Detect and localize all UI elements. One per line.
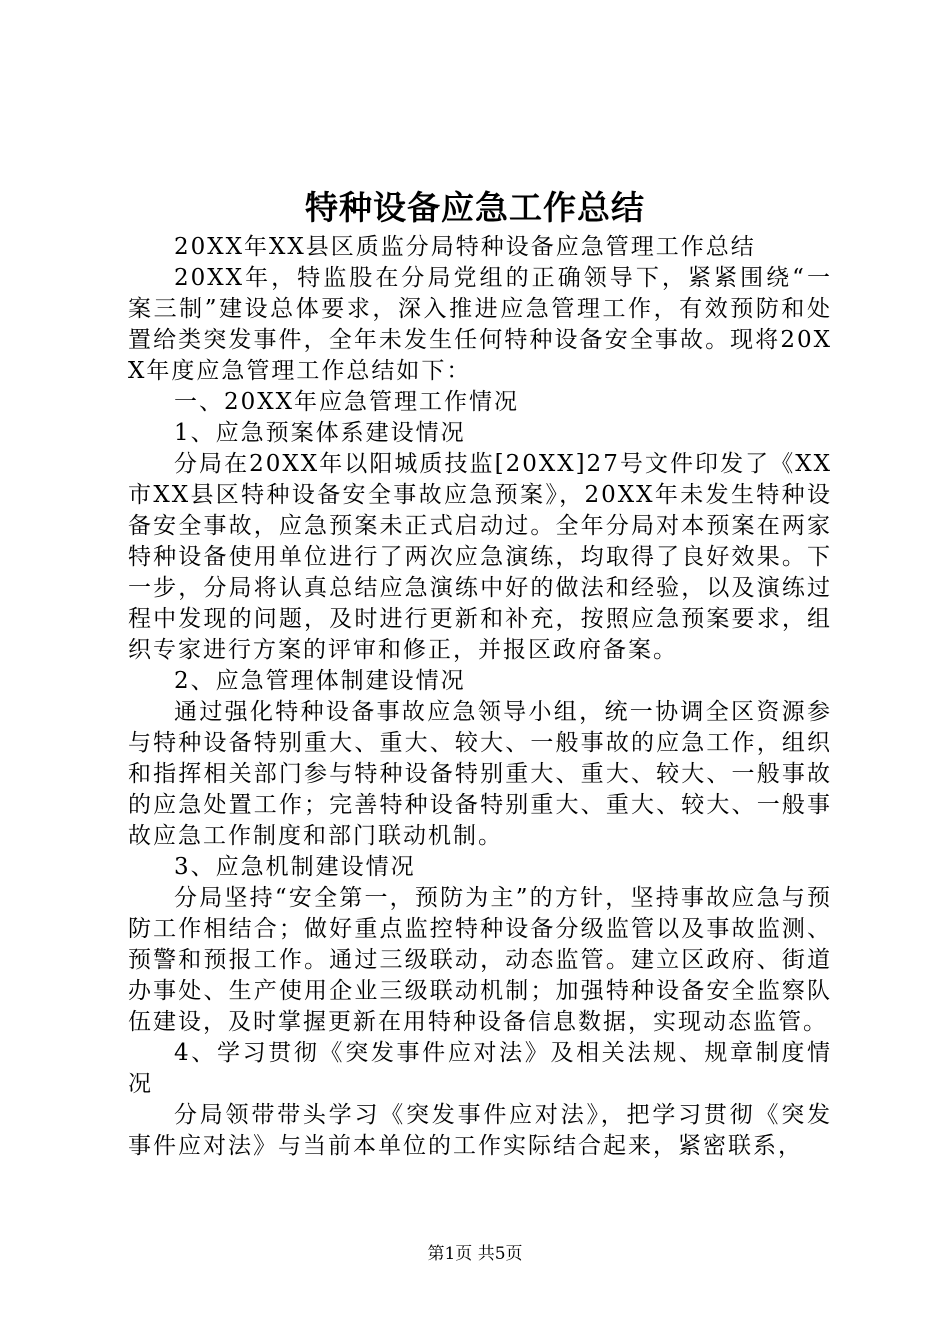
- subsection-heading: 2、应急管理体制建设情况: [174, 668, 466, 694]
- paragraph: 20XX年，特监股在分局党组的正确领导下，紧紧围绕“一案三制”建设总体要求，深入推进应急管理工作，有效预防和处置给类突发事件，全年未发生任何特种设备安全事故。现将20XX年度应急管理工作总结如下：: [128, 265, 832, 384]
- section-heading: 一、20XX年应急管理工作情况: [174, 389, 520, 415]
- page-number-footer: 第1页 共5页: [427, 1244, 523, 1264]
- paragraph: 分局坚持“安全第一，预防为主”的方针，坚持事故应急与预防工作相结合；做好重点监控特种设备分级监管以及事故监测、预警和预报工作。通过三级联动，动态监管。建立区政府、街道办事处、生产使用企业三级联动机制；加强特种设备安全监察队伍建设，及时掌握更新在用特种设备信息数据，实现动态监管。: [128, 885, 832, 1035]
- subsection-heading: 4、学习贯彻《突发事件应对法》及相关法规、规章制度情况: [128, 1040, 832, 1097]
- document-body: [128, 232, 832, 1162]
- paragraph: 分局在20XX年以阳城质技监[20XX]27号文件印发了《XX市XX县区特种设备安全事故应急预案》，20XX年未发生特种设备安全事故，应急预案未正式启动过。全年分局对本预案在两家特种设备使用单位进行了两次应急演练，均取得了良好效果。下一步，分局将认真总结应急演练中好的做法和经验，以及演练过程中发现的问题，及时进行更新和补充，按照应急预案要求，组织专家进行方案的评审和修正，并报区政府备案。: [128, 451, 832, 663]
- paragraph: 分局领带带头学习《突发事件应对法》，把学习贯彻《突发事件应对法》与当前本单位的工作实际结合起来，紧密联系，: [128, 1102, 832, 1159]
- paragraph: 20XX年XX县区质监分局特种设备应急管理工作总结: [174, 234, 756, 260]
- subsection-heading: 1、应急预案体系建设情况: [174, 420, 466, 446]
- subsection-heading: 3、应急机制建设情况: [174, 854, 416, 880]
- paragraph: 通过强化特种设备事故应急领导小组，统一协调全区资源参与特种设备特别重大、重大、较大、一般事故的应急工作，组织和指挥相关部门参与特种设备特别重大、重大、较大、一般事故的应急处置工作；完善特种设备特别重大、重大、较大、一般事故应急工作制度和部门联动机制。: [128, 699, 832, 849]
- document-title: 特种设备应急工作总结: [305, 188, 645, 227]
